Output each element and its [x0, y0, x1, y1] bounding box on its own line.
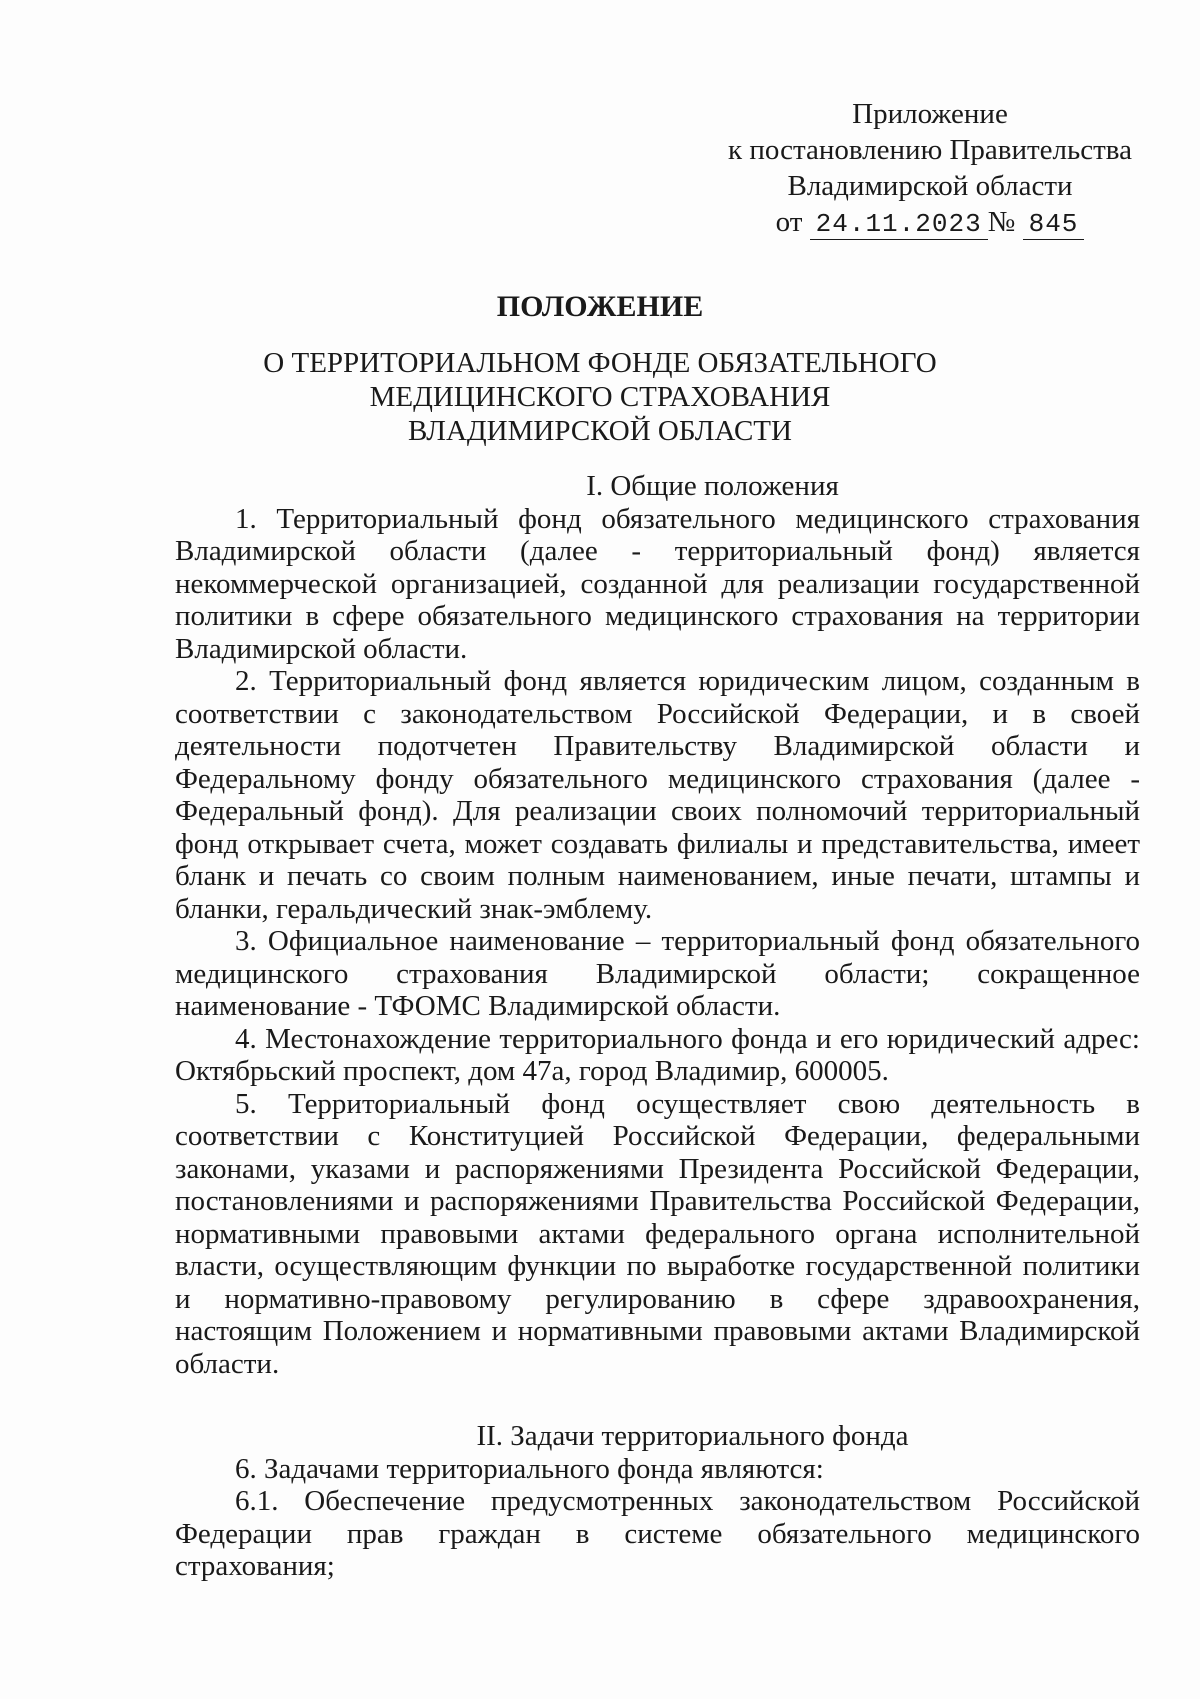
document-body — [175, 470, 1140, 1583]
document-title: ПОЛОЖЕНИЕ — [496, 290, 704, 323]
approval-date: 24.11.2023 — [810, 209, 988, 240]
document-subtitle-line-2: МЕДИЦИНСКОГО СТРАХОВАНИЯ — [369, 381, 831, 413]
paragraph-2: 2. Территориальный фонд является юридическим лицом, созданным в соответствии с законодательством Российской Федерации, и в своей деятельности подотчетен Правительству Владимирской области и Федеральному фонду обязательного медицинского страхования (далее - Федеральный фонд). Для реализации своих полномочий территориальный фонд открывает счета, может создавать филиалы и представительства, имеет бланк и печать со своим полным наименованием, иные печати, штампы и бланки, геральдический знак-эмблему. — [175, 665, 1140, 925]
document-subtitle-line-3: ВЛАДИМИРСКОЙ ОБЛАСТИ — [408, 415, 792, 447]
title-block — [160, 290, 1040, 448]
paragraph-1: 1. Территориальный фонд обязательного медицинского страхования Владимирской области (далее - территориальный фонд) является некоммерческой организацией, созданной для реализации государственной политики в сфере обязательного медицинского страхования на территории Владимирской области. — [175, 502, 1140, 665]
approval-line-1: Приложение — [852, 98, 1008, 130]
approval-date-line — [720, 204, 1140, 242]
section-heading-2: II. Задачи территориального фонда — [476, 1420, 909, 1452]
paragraph-6-1: 6.1. Обеспечение предусмотренных законодательством Российской Федерации прав граждан в системе обязательного медицинского страхования; — [175, 1485, 1140, 1582]
paragraph-4: 4. Местонахождение территориального фонда и его юридический адрес: Октябрьский проспект, дом 47а, город Владимир, 600005. — [175, 1022, 1140, 1087]
approval-number: 845 — [1023, 209, 1085, 240]
approval-block — [720, 96, 1140, 242]
date-prefix: от — [775, 206, 803, 238]
section-heading-1: I. Общие положения — [586, 470, 839, 502]
paragraph-3: 3. Официальное наименование – территориальный фонд обязательного медицинского страхования Владимирской области; сокращенное наименование - ТФОМС Владимирской области. — [175, 925, 1140, 1022]
approval-line-2: к постановлению Правительства — [728, 134, 1132, 166]
paragraph-6: 6. Задачами территориального фонда являются: — [235, 1452, 824, 1485]
document-subtitle-line-1: О ТЕРРИТОРИАЛЬНОМ ФОНДЕ ОБЯЗАТЕЛЬНОГО — [263, 347, 937, 379]
approval-line-3: Владимирской области — [787, 170, 1073, 202]
number-prefix: № — [987, 206, 1016, 238]
paragraph-5: 5. Территориальный фонд осуществляет свою деятельность в соответствии с Конституцией Российской Федерации, федеральными законами, указами и распоряжениями Президента Российской Федерации, постановлениями и распоряжениями Правительства Российской Федерации, нормативными правовыми актами федерального органа исполнительной власти, осуществляющим функции по выработке государственной политики и нормативно-правовому регулированию в сфере здравоохранения, настоящим Положением и нормативными правовыми актами Владимирской области. — [175, 1087, 1140, 1380]
